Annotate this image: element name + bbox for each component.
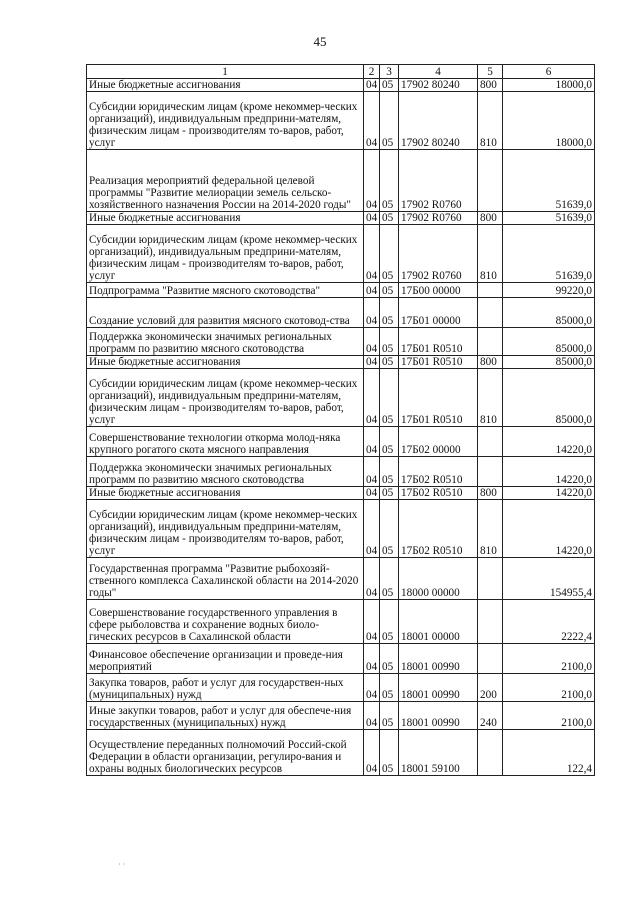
row-name-cell: Субсидии юридическим лицам (кроме некоммер-ческих организаций), индивидуальным предприни-мателям, физическим лицам - производителям то-варов, работ, услуг <box>87 500 364 558</box>
expense-type-cell <box>478 328 503 356</box>
subsection-cell: 05 <box>380 427 399 457</box>
section-cell: 04 <box>364 702 380 730</box>
row-name-cell: Иные бюджетные ассигнования <box>87 212 364 225</box>
table-row <box>87 500 595 558</box>
section-cell: 04 <box>364 487 380 500</box>
amount-cell: 14220,0 <box>503 457 595 487</box>
subsection-cell: 05 <box>380 730 399 776</box>
table-header-row <box>87 65 595 79</box>
subsection-cell: 05 <box>380 328 399 356</box>
target-article-cell: 18001 00990 <box>399 702 478 730</box>
section-cell: 04 <box>364 500 380 558</box>
amount-cell: 18000,0 <box>503 79 595 92</box>
section-cell: 04 <box>364 92 380 150</box>
target-article-cell: 17Б00 00000 <box>399 283 478 298</box>
subsection-cell: 05 <box>380 644 399 674</box>
expense-type-cell <box>478 730 503 776</box>
row-name-cell: Государственная программа "Развитие рыбохозяй-ственного комплекса Сахалинской области на 2014-2020 годы" <box>87 558 364 600</box>
section-cell: 04 <box>364 600 380 644</box>
scan-specks: · · <box>118 860 126 869</box>
expense-type-cell <box>478 558 503 600</box>
subsection-cell: 05 <box>380 212 399 225</box>
expense-type-cell <box>478 283 503 298</box>
target-article-cell: 17Б02 00000 <box>399 427 478 457</box>
row-name-cell: Иные бюджетные ассигнования <box>87 79 364 92</box>
subsection-cell: 05 <box>380 702 399 730</box>
amount-cell: 122,4 <box>503 730 595 776</box>
target-article-cell: 17902 R0760 <box>399 225 478 283</box>
amount-cell: 14220,0 <box>503 427 595 457</box>
section-cell: 04 <box>364 674 380 702</box>
subsection-cell: 05 <box>380 92 399 150</box>
amount-cell: 2222,4 <box>503 600 595 644</box>
section-cell: 04 <box>364 644 380 674</box>
budget-table <box>86 64 595 776</box>
table-row <box>87 487 595 500</box>
table-row <box>87 298 595 328</box>
expense-type-cell: 810 <box>478 92 503 150</box>
target-article-cell: 17Б01 R0510 <box>399 328 478 356</box>
table-row <box>87 644 595 674</box>
amount-cell: 85000,0 <box>503 369 595 427</box>
amount-cell: 14220,0 <box>503 487 595 500</box>
table-row <box>87 92 595 150</box>
amount-cell: 51639,0 <box>503 212 595 225</box>
section-cell: 04 <box>364 225 380 283</box>
section-cell: 04 <box>364 427 380 457</box>
expense-type-cell: 810 <box>478 369 503 427</box>
section-cell: 04 <box>364 730 380 776</box>
subsection-cell: 05 <box>380 558 399 600</box>
table-row <box>87 702 595 730</box>
target-article-cell: 18001 00000 <box>399 600 478 644</box>
table-row <box>87 150 595 212</box>
table-row <box>87 369 595 427</box>
amount-cell: 14220,0 <box>503 500 595 558</box>
subsection-cell: 05 <box>380 457 399 487</box>
subsection-cell: 05 <box>380 600 399 644</box>
row-name-cell: Осуществление переданных полномочий Россий-ской Федерации в области организации, регулиро-вания и охраны водных биологических ресурсов <box>87 730 364 776</box>
target-article-cell: 17Б01 R0510 <box>399 369 478 427</box>
amount-cell: 18000,0 <box>503 92 595 150</box>
target-article-cell: 17Б02 R0510 <box>399 500 478 558</box>
section-cell: 04 <box>364 457 380 487</box>
amount-cell: 85000,0 <box>503 328 595 356</box>
target-article-cell: 17Б01 00000 <box>399 298 478 328</box>
amount-cell: 51639,0 <box>503 225 595 283</box>
amount-cell: 51639,0 <box>503 150 595 212</box>
header-cell: 1 <box>87 65 364 79</box>
target-article-cell: 18001 00990 <box>399 674 478 702</box>
table-row <box>87 225 595 283</box>
row-name-cell: Создание условий для развития мясного скотовод-ства <box>87 298 364 328</box>
section-cell: 04 <box>364 328 380 356</box>
row-name-cell: Субсидии юридическим лицам (кроме некоммер-ческих организаций), индивидуальным предприни-мателям, физическим лицам - производителям то-варов, работ, услуг <box>87 225 364 283</box>
header-cell: 4 <box>399 65 478 79</box>
expense-type-cell <box>478 600 503 644</box>
table-row <box>87 328 595 356</box>
table-row <box>87 212 595 225</box>
expense-type-cell: 800 <box>478 487 503 500</box>
expense-type-cell <box>478 298 503 328</box>
table-row <box>87 79 595 92</box>
page-number: 45 <box>313 34 327 49</box>
header-cell: 5 <box>478 65 503 79</box>
amount-cell: 2100,0 <box>503 644 595 674</box>
section-cell: 04 <box>364 150 380 212</box>
subsection-cell: 05 <box>380 79 399 92</box>
target-article-cell: 17902 R0760 <box>399 150 478 212</box>
row-name-cell: Субсидии юридическим лицам (кроме некоммер-ческих организаций), индивидуальным предприни-мателям, физическим лицам - производителям то-варов, работ, услуг <box>87 369 364 427</box>
row-name-cell: Совершенствование государственного управления в сфере рыболовства и сохранение водных биоло-гических ресурсов в Сахалинской области <box>87 600 364 644</box>
target-article-cell: 17Б01 R0510 <box>399 356 478 369</box>
amount-cell: 2100,0 <box>503 702 595 730</box>
subsection-cell: 05 <box>380 356 399 369</box>
subsection-cell: 05 <box>380 298 399 328</box>
section-cell: 04 <box>364 79 380 92</box>
expense-type-cell: 240 <box>478 702 503 730</box>
row-name-cell: Поддержка экономически значимых региональных программ по развитию мясного скотоводства <box>87 457 364 487</box>
expense-type-cell <box>478 150 503 212</box>
section-cell: 04 <box>364 212 380 225</box>
table-row <box>87 674 595 702</box>
row-name-cell: Иные закупки товаров, работ и услуг для обеспече-ния государственных (муниципальных) нужд <box>87 702 364 730</box>
target-article-cell: 17Б02 R0510 <box>399 457 478 487</box>
expense-type-cell <box>478 427 503 457</box>
row-name-cell: Поддержка экономически значимых региональных программ по развитию мясного скотоводства <box>87 328 364 356</box>
table-row <box>87 558 595 600</box>
row-name-cell: Совершенствование технологии откорма молод-няка крупного рогатого скота мясного направления <box>87 427 364 457</box>
expense-type-cell: 200 <box>478 674 503 702</box>
amount-cell: 85000,0 <box>503 298 595 328</box>
row-name-cell: Закупка товаров, работ и услуг для государствен-ных (муниципальных) нужд <box>87 674 364 702</box>
subsection-cell: 05 <box>380 500 399 558</box>
subsection-cell: 05 <box>380 674 399 702</box>
amount-cell: 99220,0 <box>503 283 595 298</box>
row-name-cell: Иные бюджетные ассигнования <box>87 356 364 369</box>
header-cell: 2 <box>364 65 380 79</box>
subsection-cell: 05 <box>380 487 399 500</box>
section-cell: 04 <box>364 298 380 328</box>
table-row <box>87 283 595 298</box>
expense-type-cell <box>478 644 503 674</box>
expense-type-cell: 800 <box>478 356 503 369</box>
section-cell: 04 <box>364 356 380 369</box>
subsection-cell: 05 <box>380 225 399 283</box>
section-cell: 04 <box>364 283 380 298</box>
row-name-cell: Субсидии юридическим лицам (кроме некоммер-ческих организаций), индивидуальным предприни-мателям, физическим лицам - производителям то-варов, работ, услуг <box>87 92 364 150</box>
target-article-cell: 18000 00000 <box>399 558 478 600</box>
table-row <box>87 427 595 457</box>
row-name-cell: Реализация мероприятий федеральной целевой программы "Развитие мелиорации земель сельско-хозяйственного назначения России на 2014-2020 годы" <box>87 150 364 212</box>
row-name-cell: Финансовое обеспечение организации и проведе-ния мероприятий <box>87 644 364 674</box>
table-row <box>87 356 595 369</box>
header-cell: 3 <box>380 65 399 79</box>
expense-type-cell: 810 <box>478 500 503 558</box>
row-name-cell: Иные бюджетные ассигнования <box>87 487 364 500</box>
section-cell: 04 <box>364 369 380 427</box>
target-article-cell: 18001 59100 <box>399 730 478 776</box>
target-article-cell: 18001 00990 <box>399 644 478 674</box>
subsection-cell: 05 <box>380 283 399 298</box>
target-article-cell: 17902 80240 <box>399 79 478 92</box>
target-article-cell: 17902 80240 <box>399 92 478 150</box>
amount-cell: 2100,0 <box>503 674 595 702</box>
expense-type-cell: 800 <box>478 79 503 92</box>
table-row <box>87 730 595 776</box>
table-row <box>87 457 595 487</box>
header-cell: 6 <box>503 65 595 79</box>
row-name-cell: Подпрограмма "Развитие мясного скотоводства" <box>87 283 364 298</box>
expense-type-cell <box>478 457 503 487</box>
subsection-cell: 05 <box>380 150 399 212</box>
table-row <box>87 600 595 644</box>
amount-cell: 85000,0 <box>503 356 595 369</box>
amount-cell: 154955,4 <box>503 558 595 600</box>
expense-type-cell: 810 <box>478 225 503 283</box>
target-article-cell: 17Б02 R0510 <box>399 487 478 500</box>
subsection-cell: 05 <box>380 369 399 427</box>
expense-type-cell: 800 <box>478 212 503 225</box>
section-cell: 04 <box>364 558 380 600</box>
target-article-cell: 17902 R0760 <box>399 212 478 225</box>
